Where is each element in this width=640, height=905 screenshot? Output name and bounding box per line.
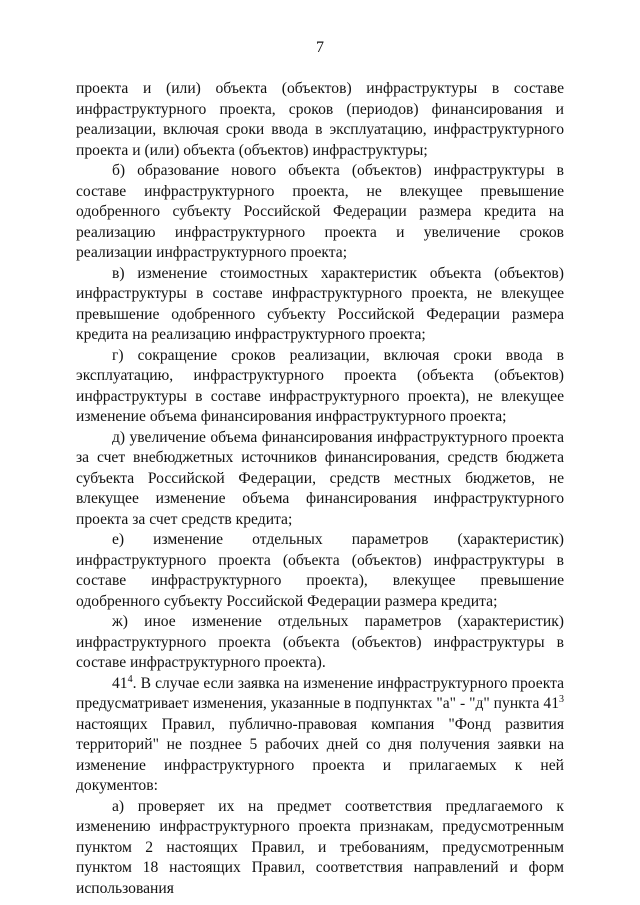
paragraph-item-a: а) проверяет их на предмет соответствия предлагаемого к изменению инфраструктурного проекта признакам, предусмотренным пунктом 2 настоящих Правил, и требованиям, предусмотренным пунктом 18 настоящих Правил, соответствия направлений и форм использования: [76, 797, 564, 897]
paragraph-item-e: е) изменение отдельных параметров (характеристик) инфраструктурного проекта (объекта (объектов) инфраструктуры в составе инфраструктурного проекта), влекущее превышение одобренного субъекту Российской Федерации размера кредита;: [76, 531, 564, 610]
paragraph-section-41-4: [76, 674, 564, 797]
reference-superscript: 3: [559, 694, 564, 705]
section-number: 41: [112, 674, 128, 692]
paragraph-item-zh: ж) иное изменение отдельных параметров (характеристик) инфраструктурного проекта (объекта (объектов) инфраструктуры в составе инфраструктурного проекта).: [76, 613, 564, 671]
paragraph-item-b: б) образование нового объекта (объектов) инфраструктуры в составе инфраструктурного проекта, не влекущее превышение одобренного субъекту Российской Федерации размера кредита на реализацию инфраструктурного проекта и увеличение сроков реализации инфраструктурного проекта;: [76, 162, 564, 261]
document-body: [76, 79, 564, 899]
page-number: 7: [316, 39, 324, 56]
paragraph-item-d: д) увеличение объема финансирования инфраструктурного проекта за счет внебюджетных источников финансирования, средств бюджета субъекта Российской Федерации, средств местных бюджетов, не влекущее изменение объема финансирования инфраструктурного проекта за счет средств кредита;: [76, 428, 564, 528]
section-number-superscript: 4: [127, 673, 133, 685]
paragraph-item-g: г) сокращение сроков реализации, включая сроки ввода в эксплуатацию, инфраструктурного проекта (объекта (объектов) инфраструктуры в составе инфраструктурного проекта), не влекущее изменение объема финансирования инфраструктурного проекта;: [76, 346, 564, 425]
section-text-part-2: настоящих Правил, публично-правовая компания "Фонд развития территорий" не позднее 5 рабочих дней со дня получения заявки на изменение инфраструктурного проекта и прилагаемых к ней документов:: [76, 715, 564, 794]
paragraph-continuation: проекта и (или) объекта (объектов) инфраструктуры в составе инфраструктурного проекта, сроков (периодов) финансирования и реализации, включая сроки ввода в эксплуатацию, инфраструктурного проекта и (или) объекта (объектов) инфраструктуры;: [76, 80, 564, 159]
paragraph-item-v: в) изменение стоимостных характеристик объекта (объектов) инфраструктуры в составе инфраструктурного проекта, не влекущее превышение одобренного субъекту Российской Федерации размера кредита на реализацию инфраструктурного проекта;: [76, 264, 564, 343]
section-text-part-1: . В случае если заявка на изменение инфраструктурного проекта предусматривает изменения, указанные в подпунктах "а" - "д" пункта 41: [76, 674, 564, 712]
